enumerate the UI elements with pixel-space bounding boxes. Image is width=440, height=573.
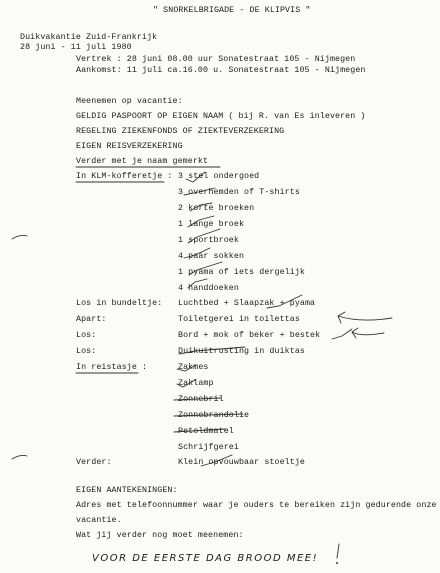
- kofferje-item: 1 pyama of iets dergelijk: [178, 268, 305, 277]
- departure-line: Vertrek : 28 juni 08.00 uur Sonatestraat 105 - Nijmegen: [76, 55, 356, 64]
- strike-line: [174, 429, 226, 432]
- reistasje-item: Zonnebrandolie: [178, 411, 250, 420]
- margin-mark: [12, 235, 27, 239]
- aantekeningen-line: vacantie.: [76, 516, 122, 525]
- row-label: Los:: [76, 347, 97, 356]
- reistasje-item: Zakmes: [178, 363, 209, 372]
- row-value: Toiletgerei in toilettas: [178, 315, 300, 324]
- reistasje-item: Schrijfgerei: [178, 443, 239, 452]
- aantekeningen-line: Adres met telefoonnummer waar je ouders te bereiken zijn gedurende onze: [76, 501, 437, 510]
- aantekeningen-line: Wat jij verder nog moet meenemen:: [76, 531, 244, 540]
- check-mark: [332, 329, 352, 339]
- check-mark: [201, 455, 232, 466]
- kofferje-item: 3 stel ondergoed: [178, 172, 260, 181]
- kofferje-item: 4 handdoeken: [178, 284, 239, 293]
- kofferje-label: In KLM-kofferetje :: [76, 172, 173, 181]
- row-value: Duikuitrusting in duiktas: [178, 347, 305, 356]
- meenemen-heading: Meenemen op vacantie:: [76, 97, 183, 106]
- row-label: Los:: [76, 331, 97, 340]
- strike-line: [174, 414, 243, 416]
- kofferje-item: 2 korte broeken: [178, 204, 255, 213]
- reistasje-item: Zaklamp: [178, 379, 214, 388]
- handwritten-note: VOOR DE EERSTE DAG BROOD MEE!: [92, 553, 319, 564]
- meenemen-item: GELDIG PASPOORT OP EIGEN NAAM ( bij R. van Es inleveren ): [76, 112, 366, 121]
- check-mark: [188, 216, 214, 227]
- arrow-mark: [338, 316, 392, 320]
- check-mark: [184, 188, 215, 195]
- meenemen-item: REGELING ZIEKENFONDS OF ZIEKTEVERZEKERING: [76, 127, 285, 136]
- row-value: Luchtbed + Slaapzak + pyama: [178, 299, 316, 308]
- kofferje-item: 3 overhemden of T-shirts: [178, 188, 300, 197]
- check-mark: [188, 279, 207, 288]
- reistasje-item: Petoldmatel: [178, 427, 234, 436]
- verder-label: Verder:: [76, 458, 112, 467]
- row-value: Bord + mok of beker + bestek: [178, 331, 321, 340]
- check-mark: [177, 365, 196, 371]
- check-mark: [188, 229, 220, 243]
- check-mark: [177, 380, 195, 387]
- header-title: " SNORKELBRIGADE - DE KLIPVIS ": [153, 6, 311, 15]
- meenemen-item: EIGEN REISVERZEKERING: [76, 142, 183, 151]
- exclamation-dot: [336, 562, 338, 564]
- reistasje-item: Zonnebril: [178, 395, 224, 404]
- reistasje-label: In reistasje :: [76, 363, 148, 372]
- verder-value: Klein opvouwbaar stoeltje: [178, 458, 305, 467]
- kofferje-item: 4 paar sokken: [178, 252, 245, 261]
- meenemen-item: Verder met je naam gemerkt: [76, 157, 209, 166]
- strike-line: [174, 398, 221, 400]
- kofferje-item: 1 sportbroek: [178, 236, 239, 245]
- row-label: Apart:: [76, 315, 107, 324]
- row-label: Los in bundeltje:: [76, 299, 163, 308]
- check-mark: [267, 295, 302, 308]
- check-mark: [190, 203, 212, 211]
- check-mark: [179, 347, 245, 354]
- check-mark: [184, 248, 210, 258]
- arrival-line: Aankomst: 11 juli ca.16.00 u. Sonatestraat 105 - Nijmegen: [76, 66, 366, 75]
- check-mark: [189, 262, 222, 275]
- margin-mark: [12, 455, 27, 459]
- check-mark: [186, 172, 205, 182]
- trip-dates: 28 juni - 11 juli 1980: [20, 43, 132, 52]
- kofferje-item: 1 lange broek: [178, 220, 245, 229]
- aantekeningen-heading: EIGEN AANTEKENINGEN:: [76, 486, 178, 495]
- exclamation-mark: [337, 544, 339, 558]
- trip-subtitle: Duikvakantie Zuid-Frankrijk: [20, 33, 158, 42]
- arrow-mark: [352, 332, 384, 335]
